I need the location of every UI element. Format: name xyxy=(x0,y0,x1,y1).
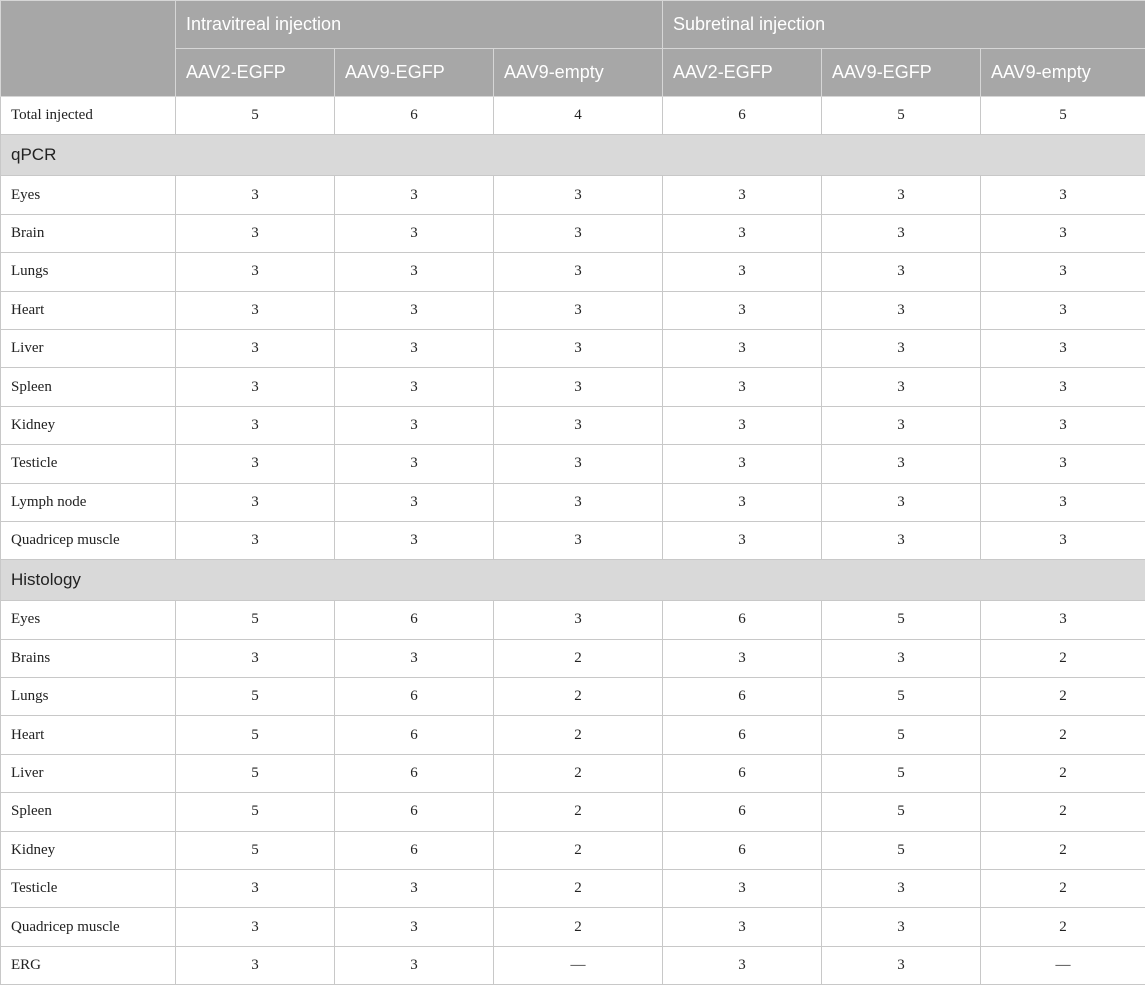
table-cell: 3 xyxy=(335,329,494,367)
table-cell: 2 xyxy=(494,908,663,946)
row-label: Brains xyxy=(1,639,176,677)
table-cell: 3 xyxy=(335,908,494,946)
table-cell: 3 xyxy=(822,214,981,252)
table-cell: 6 xyxy=(663,97,822,135)
table-cell: 2 xyxy=(981,908,1145,946)
table-cell: 3 xyxy=(981,483,1145,521)
table-cell: 3 xyxy=(176,406,335,444)
table-row xyxy=(1,214,1145,252)
table-cell: 3 xyxy=(494,176,663,214)
table-row xyxy=(1,870,1145,908)
table-cell: 5 xyxy=(822,754,981,792)
table-cell: 3 xyxy=(176,329,335,367)
table-cell: 3 xyxy=(663,406,822,444)
table-cell: 3 xyxy=(335,368,494,406)
table-cell: 3 xyxy=(822,176,981,214)
table-cell: 6 xyxy=(335,754,494,792)
table-cell: 3 xyxy=(663,329,822,367)
table-row xyxy=(1,754,1145,792)
group-header-intravitreal: Intravitreal injection xyxy=(176,1,663,49)
section-header-histology xyxy=(1,560,1145,601)
table-row xyxy=(1,176,1145,214)
table-cell: 3 xyxy=(663,214,822,252)
table-row xyxy=(1,445,1145,483)
table-cell: 5 xyxy=(176,601,335,639)
table-cell: 6 xyxy=(335,716,494,754)
row-label: Liver xyxy=(1,329,176,367)
table-cell: 5 xyxy=(981,97,1145,135)
table-row xyxy=(1,253,1145,291)
total-injected-row xyxy=(1,97,1145,135)
table-cell: 3 xyxy=(822,368,981,406)
table-cell: 3 xyxy=(663,291,822,329)
table-cell: 6 xyxy=(663,793,822,831)
table-cell: 3 xyxy=(822,445,981,483)
table-cell: 5 xyxy=(176,716,335,754)
table-cell: 3 xyxy=(981,406,1145,444)
row-label: Testicle xyxy=(1,445,176,483)
table-cell: 3 xyxy=(176,483,335,521)
table-cell: 2 xyxy=(981,754,1145,792)
table-cell: 3 xyxy=(822,946,981,984)
table-row xyxy=(1,329,1145,367)
table-cell: 3 xyxy=(663,521,822,559)
table-cell: 3 xyxy=(981,329,1145,367)
table-cell: 3 xyxy=(981,521,1145,559)
table-cell: 2 xyxy=(494,754,663,792)
table-cell: 2 xyxy=(981,678,1145,716)
table-cell: 3 xyxy=(176,253,335,291)
table-row xyxy=(1,291,1145,329)
table-cell: 3 xyxy=(822,908,981,946)
table-cell: 3 xyxy=(335,176,494,214)
column-header: AAV2-EGFP xyxy=(176,49,335,97)
table-cell: 2 xyxy=(494,870,663,908)
row-label: Lungs xyxy=(1,253,176,291)
header-corner xyxy=(1,1,176,97)
table-row xyxy=(1,639,1145,677)
row-label: Kidney xyxy=(1,831,176,869)
table-row xyxy=(1,368,1145,406)
table-cell: 3 xyxy=(981,445,1145,483)
column-header: AAV2-EGFP xyxy=(663,49,822,97)
section-title: Histology xyxy=(1,560,1145,601)
table-cell: 5 xyxy=(822,831,981,869)
table-cell: 3 xyxy=(494,329,663,367)
row-label: Spleen xyxy=(1,368,176,406)
table-cell: 2 xyxy=(494,831,663,869)
table-cell: 3 xyxy=(663,946,822,984)
table-cell: 3 xyxy=(822,253,981,291)
table-cell: 6 xyxy=(335,97,494,135)
table-cell: 5 xyxy=(822,601,981,639)
table-cell: 5 xyxy=(822,678,981,716)
table-cell: 3 xyxy=(663,639,822,677)
table-cell: 5 xyxy=(822,793,981,831)
table-cell: — xyxy=(494,946,663,984)
table-cell: 3 xyxy=(335,483,494,521)
table-cell: 3 xyxy=(494,291,663,329)
table-cell: 2 xyxy=(494,793,663,831)
table-cell: 3 xyxy=(822,483,981,521)
table-cell: 3 xyxy=(822,291,981,329)
table-cell: 3 xyxy=(494,601,663,639)
table-cell: 3 xyxy=(822,870,981,908)
table-cell: 3 xyxy=(176,214,335,252)
table-cell: 3 xyxy=(335,946,494,984)
table-cell: 3 xyxy=(981,253,1145,291)
table-cell: 5 xyxy=(822,716,981,754)
table-cell: 3 xyxy=(494,521,663,559)
table-cell: 3 xyxy=(822,329,981,367)
table-cell: 2 xyxy=(981,716,1145,754)
row-label: Brain xyxy=(1,214,176,252)
table-cell: 3 xyxy=(176,445,335,483)
table-cell: 3 xyxy=(663,870,822,908)
table-cell: 2 xyxy=(981,870,1145,908)
header-group-row xyxy=(1,1,1145,49)
table-cell: 3 xyxy=(494,483,663,521)
group-header-subretinal: Subretinal injection xyxy=(663,1,1145,49)
table-cell: 3 xyxy=(335,639,494,677)
table-cell: 5 xyxy=(176,793,335,831)
section-title: qPCR xyxy=(1,135,1145,176)
table-cell: 3 xyxy=(663,908,822,946)
table-cell: 3 xyxy=(981,291,1145,329)
table-cell: 5 xyxy=(822,97,981,135)
row-label: Spleen xyxy=(1,793,176,831)
column-header: AAV9-empty xyxy=(981,49,1145,97)
table-cell: 3 xyxy=(335,445,494,483)
table-cell: 5 xyxy=(176,754,335,792)
table-cell: 5 xyxy=(176,831,335,869)
table-header xyxy=(1,1,1145,97)
table-cell: 3 xyxy=(981,601,1145,639)
table-cell: 3 xyxy=(663,368,822,406)
table-cell: 3 xyxy=(494,253,663,291)
table-row xyxy=(1,521,1145,559)
table-cell: 3 xyxy=(494,368,663,406)
row-label: Heart xyxy=(1,716,176,754)
row-label: Quadricep muscle xyxy=(1,521,176,559)
table-cell: 3 xyxy=(176,176,335,214)
table-cell: 3 xyxy=(663,483,822,521)
row-label: Quadricep muscle xyxy=(1,908,176,946)
table-row xyxy=(1,601,1145,639)
table-cell: 3 xyxy=(494,214,663,252)
table-row xyxy=(1,793,1145,831)
table-row xyxy=(1,483,1145,521)
table-row xyxy=(1,406,1145,444)
table-cell: 2 xyxy=(494,678,663,716)
table-row xyxy=(1,908,1145,946)
table-cell: 3 xyxy=(335,214,494,252)
row-label: Lungs xyxy=(1,678,176,716)
table-body xyxy=(1,97,1145,985)
table-cell: 6 xyxy=(335,793,494,831)
table-cell: 3 xyxy=(663,253,822,291)
row-label: Heart xyxy=(1,291,176,329)
table-cell: 3 xyxy=(176,368,335,406)
table-cell: 3 xyxy=(663,445,822,483)
row-label: ERG xyxy=(1,946,176,984)
table-cell: 3 xyxy=(981,176,1145,214)
table-row xyxy=(1,716,1145,754)
table-cell: 3 xyxy=(335,870,494,908)
row-label: Eyes xyxy=(1,176,176,214)
table-cell: 2 xyxy=(494,639,663,677)
table-cell: 6 xyxy=(663,716,822,754)
table-cell: 3 xyxy=(822,639,981,677)
column-header: AAV9-empty xyxy=(494,49,663,97)
row-label: Total injected xyxy=(1,97,176,135)
table-cell: 3 xyxy=(981,214,1145,252)
section-header-qpcr xyxy=(1,135,1145,176)
table-cell: 3 xyxy=(335,521,494,559)
row-label: Kidney xyxy=(1,406,176,444)
table-cell: 4 xyxy=(494,97,663,135)
table-cell: 3 xyxy=(494,406,663,444)
table-cell: 6 xyxy=(663,831,822,869)
table-cell: 3 xyxy=(335,406,494,444)
table-cell: 6 xyxy=(335,678,494,716)
table-cell: 6 xyxy=(663,601,822,639)
table-row xyxy=(1,678,1145,716)
table-cell: 2 xyxy=(981,639,1145,677)
table-cell: 6 xyxy=(335,831,494,869)
table-cell: 6 xyxy=(663,754,822,792)
erg-row xyxy=(1,946,1145,984)
table-cell: 3 xyxy=(335,253,494,291)
row-label: Testicle xyxy=(1,870,176,908)
table-cell: 5 xyxy=(176,97,335,135)
table-cell: 3 xyxy=(981,368,1145,406)
row-label: Lymph node xyxy=(1,483,176,521)
table-cell: 5 xyxy=(176,678,335,716)
table-cell: 2 xyxy=(981,793,1145,831)
table-cell: 3 xyxy=(494,445,663,483)
table-cell: 6 xyxy=(663,678,822,716)
table-cell: 2 xyxy=(494,716,663,754)
table-cell: — xyxy=(981,946,1145,984)
table-cell: 3 xyxy=(176,521,335,559)
table-cell: 3 xyxy=(663,176,822,214)
table-cell: 3 xyxy=(176,639,335,677)
column-header: AAV9-EGFP xyxy=(335,49,494,97)
table-cell: 6 xyxy=(335,601,494,639)
table-cell: 3 xyxy=(335,291,494,329)
table-cell: 3 xyxy=(176,946,335,984)
table-cell: 3 xyxy=(822,406,981,444)
column-header: AAV9-EGFP xyxy=(822,49,981,97)
table-cell: 3 xyxy=(822,521,981,559)
table-cell: 3 xyxy=(176,908,335,946)
table-row xyxy=(1,831,1145,869)
table-cell: 3 xyxy=(176,291,335,329)
table-cell: 3 xyxy=(176,870,335,908)
row-label: Eyes xyxy=(1,601,176,639)
row-label: Liver xyxy=(1,754,176,792)
table-cell: 2 xyxy=(981,831,1145,869)
